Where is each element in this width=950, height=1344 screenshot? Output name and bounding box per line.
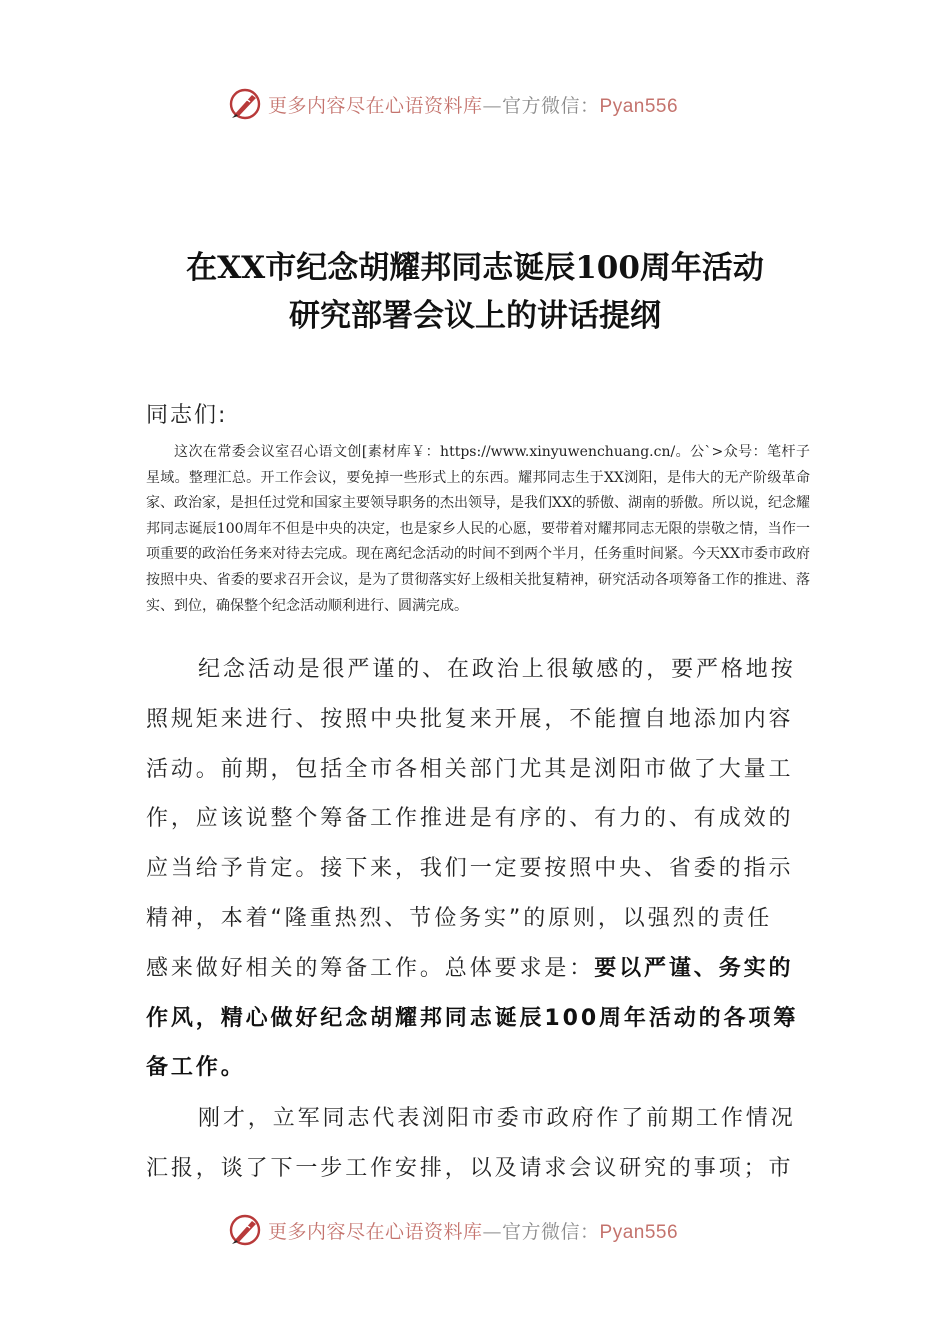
- text-segment: 感来做好相关的筹备工作。总体要求是：: [146, 955, 595, 981]
- body-paragraph-1: [146, 645, 810, 1093]
- text-line: 照规矩来进行、按照中央批复来开展，不能擅自地添加内容: [146, 706, 794, 732]
- text-line: 精神，本着“隆重热烈、节俭务实”的原则，以强烈的责任: [146, 905, 773, 931]
- title-line-2: 研究部署会议上的讲话提纲: [289, 298, 661, 334]
- banner-text: 更多内容尽在心语资料库: [268, 94, 483, 117]
- greeting: 同志们:: [146, 403, 228, 428]
- banner-wechat-label: 官方微信：: [502, 1220, 600, 1243]
- emphasis-line: 备工作。: [146, 1055, 246, 1081]
- text-line: 作，应该说整个筹备工作推进是有序的、有力的、有成效的: [146, 806, 794, 832]
- title-line-1: 在XX市纪念胡耀邦同志诞辰100周年活动: [186, 250, 764, 286]
- text-line: 纪念活动是很严谨的、在政治上很敏感的，要严格地按: [198, 657, 796, 682]
- pen-logo-icon: [228, 1213, 262, 1247]
- text-line: [146, 944, 810, 994]
- emphasis-text: 要以严谨、务实的: [594, 955, 794, 981]
- banner-separator: —: [482, 94, 503, 117]
- text-line: 应当给予肯定。接下来，我们一定要按照中央、省委的指示: [146, 856, 794, 882]
- footer-banner: [0, 1210, 950, 1250]
- intro-paragraph: 这次在常委会议室召心语文创[素材库￥：https://www.xinyuwenchuang.cn/。公`>众号：笔杆子星域。整理汇总。开工作会议，要免掉一些形式上的东西。耀邦同志生于XX浏阳，是伟大的无产阶级革命家、政治家，是担任过党和国家主要领导职务的杰出领导，是我们XX的骄傲、湖南的骄傲。所以说，纪念耀邦同志诞辰100周年不但是中央的决定，也是家乡人民的心愿，要带着对耀邦同志无限的崇敬之情，当作一项重要的政治任务来对待去完成。现在离纪念活动的时间不到两个半月，任务重时间紧。今天XX市委市政府按照中央、省委的要求召开会议，是为了贯彻落实好上级相关批复精神，研究活动各项筹备工作的推进、落实、到位，确保整个纪念活动顺利进行、圆满完成。: [146, 444, 810, 614]
- text-line: 活动。前期，包括全市各相关部门尤其是浏阳市做了大量工: [146, 756, 794, 782]
- page-title: [120, 244, 830, 340]
- pen-logo-icon: [228, 87, 262, 121]
- banner-wechat-label: 官方微信：: [502, 94, 600, 117]
- body-paragraph-2: [146, 1094, 810, 1194]
- header-banner: [0, 84, 950, 124]
- banner-separator: —: [482, 1220, 503, 1243]
- emphasis-line: 作风，精心做好纪念胡耀邦同志诞辰100周年活动的各项筹: [146, 1005, 799, 1031]
- text-line: 汇报，谈了下一步工作安排，以及请求会议研究的事项；市: [146, 1155, 794, 1181]
- banner-wechat-handle: Pyan556: [599, 95, 679, 117]
- text-line: 刚才，立军同志代表浏阳市委市政府作了前期工作情况: [198, 1106, 796, 1131]
- banner-text: 更多内容尽在心语资料库: [268, 1220, 483, 1243]
- banner-wechat-handle: Pyan556: [599, 1221, 679, 1243]
